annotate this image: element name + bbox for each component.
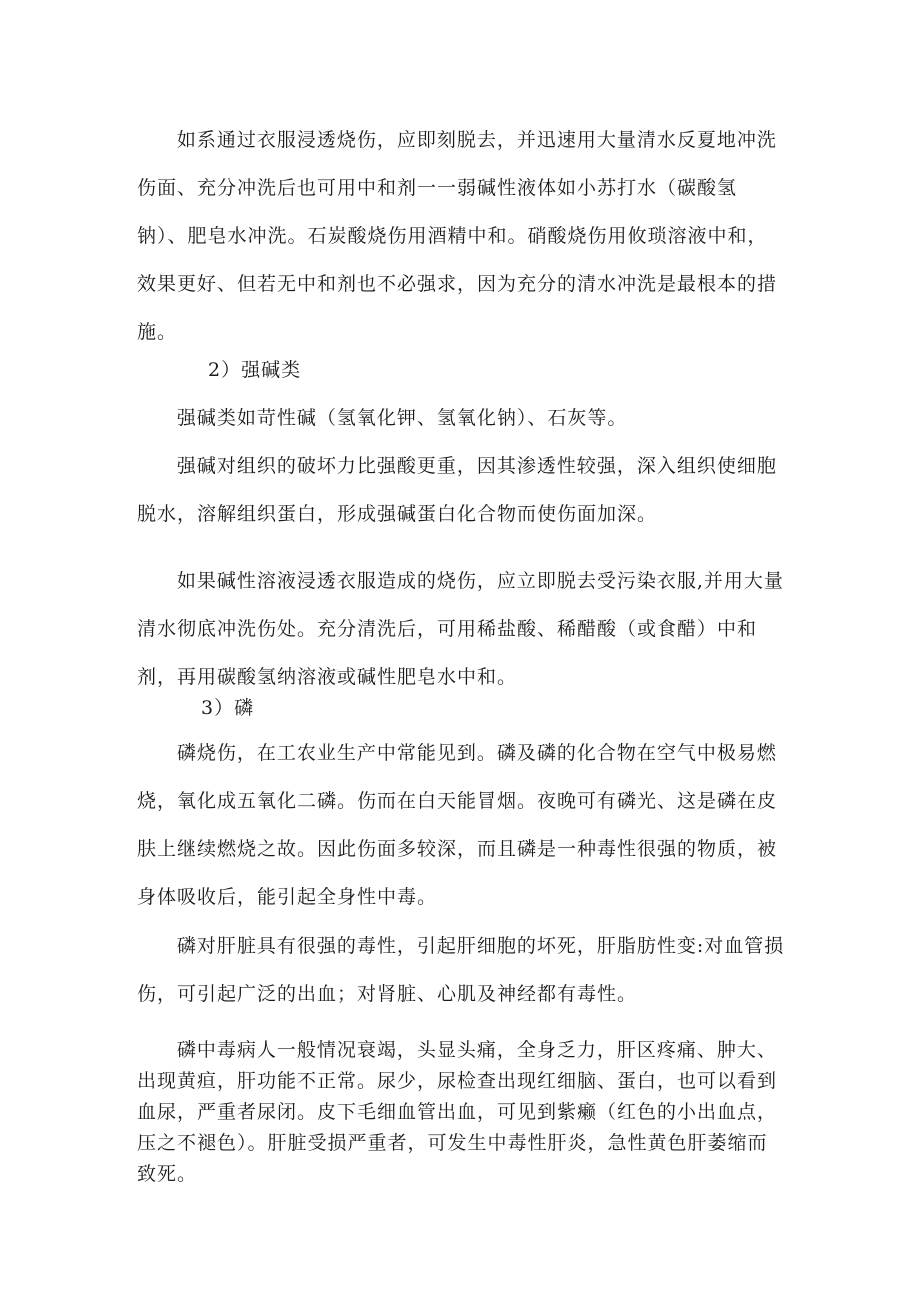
paragraph-phosphorus-burn: 磷烧伤，在工农业生产中常能见到。磷及磷的化合物在空气中极易燃烧，氧化成五氧化二磷。伤而在白天能冒烟。夜晚可有磷光、这是磷在皮肤上继续燃烧之故。因此伤面多较深，而且磷是一种毒性很强的物质，被身体吸收后，能引起全身性中毒。 <box>137 742 778 908</box>
paragraph-acid-burn-treatment: 如系通过衣服浸透烧伤，应即刻脱去，并迅速用大量清水反夏地冲洗伤面、充分冲洗后也可用中和剂一一弱碱性液体如小苏打水（碳酸氢钠）、肥皂水冲洗。石炭酸烧伤用酒精中和。硝酸烧伤用攸琐溶液中和，效果更好、但若无中和剂也不必强求，因为充分的清水冲洗是最根本的措施。 <box>137 129 778 343</box>
section-heading-strong-alkali: 2）强碱类 <box>208 359 302 381</box>
paragraph-alkali-damage: 强碱对组织的破坏力比强酸更重，因其渗透性较强，深入组织使细胞脱水，溶解组织蛋白，形成强碱蛋白化合物而使伤面加深。 <box>137 455 777 525</box>
paragraph-alkali-treatment: 如果碱性溶液浸透衣服造成的烧伤，应立即脱去受污染衣服,并用大量清水彻底冲洗伤处。充分清洗后，可用稀盐酸、稀醋酸（或食醋）中和剂，再用碳酸氢纳溶液或碱性肥皂水中和。 <box>137 570 784 688</box>
paragraph-alkali-examples: 强碱类如苛性碱（氢氧化钾、氢氧化钠）、石灰等。 <box>176 407 628 429</box>
section-heading-phosphorus: 3）磷 <box>201 697 255 719</box>
paragraph-phosphorus-poisoning-symptoms: 磷中毒病人一般情况衰竭，头显头痛，全身乏力，肝区疼痛、肿大、出现黄疸，肝功能不正常。尿少，尿检查出现红细脑、蛋白，也可以看到血尿，严重者尿闭。皮下毛细血管出血，可见到紫癞（红色的小出血点，压之不褪色）。肝脏受损严重者，可发生中毒性肝炎，急性黄色肝萎缩而致死。 <box>137 1039 778 1185</box>
paragraph-phosphorus-toxicity: 磷对肝脏具有很强的毒性，引起肝细胞的坏死，肝脂肪性变:对血管损伤，可引起广泛的出血；对肾脏、心肌及神经都有毒性。 <box>137 935 785 1005</box>
